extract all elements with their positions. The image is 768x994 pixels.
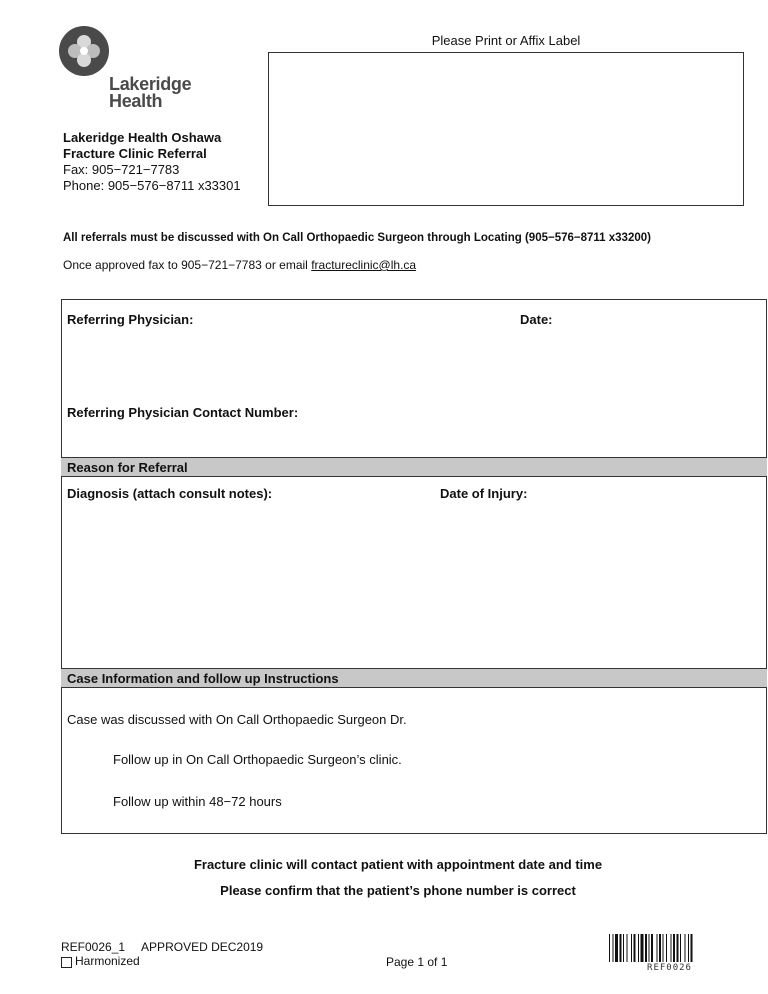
logo-wordmark: [109, 76, 219, 110]
clinic-info: [63, 130, 241, 194]
reason-header-text: Reason for Referral: [67, 460, 188, 475]
contact-message: Fracture clinic will contact patient with appointment date and time: [193, 857, 603, 872]
email-link[interactable]: fractureclinic@lh.ca: [311, 258, 417, 272]
harmonized-label: Harmonized: [75, 954, 140, 968]
date-label: Date:: [520, 312, 553, 327]
page-number: Page 1 of 1: [386, 955, 448, 969]
clinic-phone: Phone: 905−576−8711 x33301: [63, 178, 241, 193]
logo-line-2: Health: [109, 91, 163, 111]
barcode-icon: [609, 934, 730, 962]
follow-up-clinic-text: Follow up in On Call Orthopaedic Surgeon’s clinic.: [113, 752, 402, 767]
clinic-dept: Fracture Clinic Referral: [63, 146, 207, 161]
referral-notice: All referrals must be discussed with On Call Orthopaedic Surgeon through Locating (905−576−8711 x33200): [63, 232, 651, 244]
date-of-injury-label: Date of Injury:: [440, 486, 528, 501]
referring-physician-label: Referring Physician:: [67, 312, 194, 327]
clinic-fax: Fax: 905−721−7783: [63, 162, 180, 177]
label-caption: Please Print or Affix Label: [431, 33, 581, 48]
reason-for-referral-header: [61, 457, 767, 477]
form-code: REF0026_1 APPROVED DEC2019: [61, 940, 264, 954]
case-information-header: [61, 668, 767, 688]
case-discussed-text: Case was discussed with On Call Orthopaedic Surgeon Dr.: [67, 712, 407, 727]
diagnosis-label: Diagnosis (attach consult notes):: [67, 486, 273, 501]
follow-up-hours-text: Follow up within 48−72 hours: [113, 794, 282, 809]
fax-notice: [63, 258, 416, 272]
contact-number-label: Referring Physician Contact Number:: [67, 405, 299, 420]
logo-line-1: Lakeridge: [109, 74, 192, 94]
lakeridge-logo-icon: [59, 26, 109, 76]
harmonized-checkbox[interactable]: [61, 957, 72, 968]
clinic-name: Lakeridge Health Oshawa: [63, 130, 222, 145]
barcode-text: REF0026: [647, 963, 692, 973]
confirm-message: Please confirm that the patient’s phone number is correct: [220, 883, 576, 898]
patient-label-box[interactable]: [268, 52, 744, 206]
fax-notice-text: Once approved fax to 905−721−7783 or email: [63, 258, 312, 272]
case-header-text: Case Information and follow up Instructions: [67, 671, 339, 686]
